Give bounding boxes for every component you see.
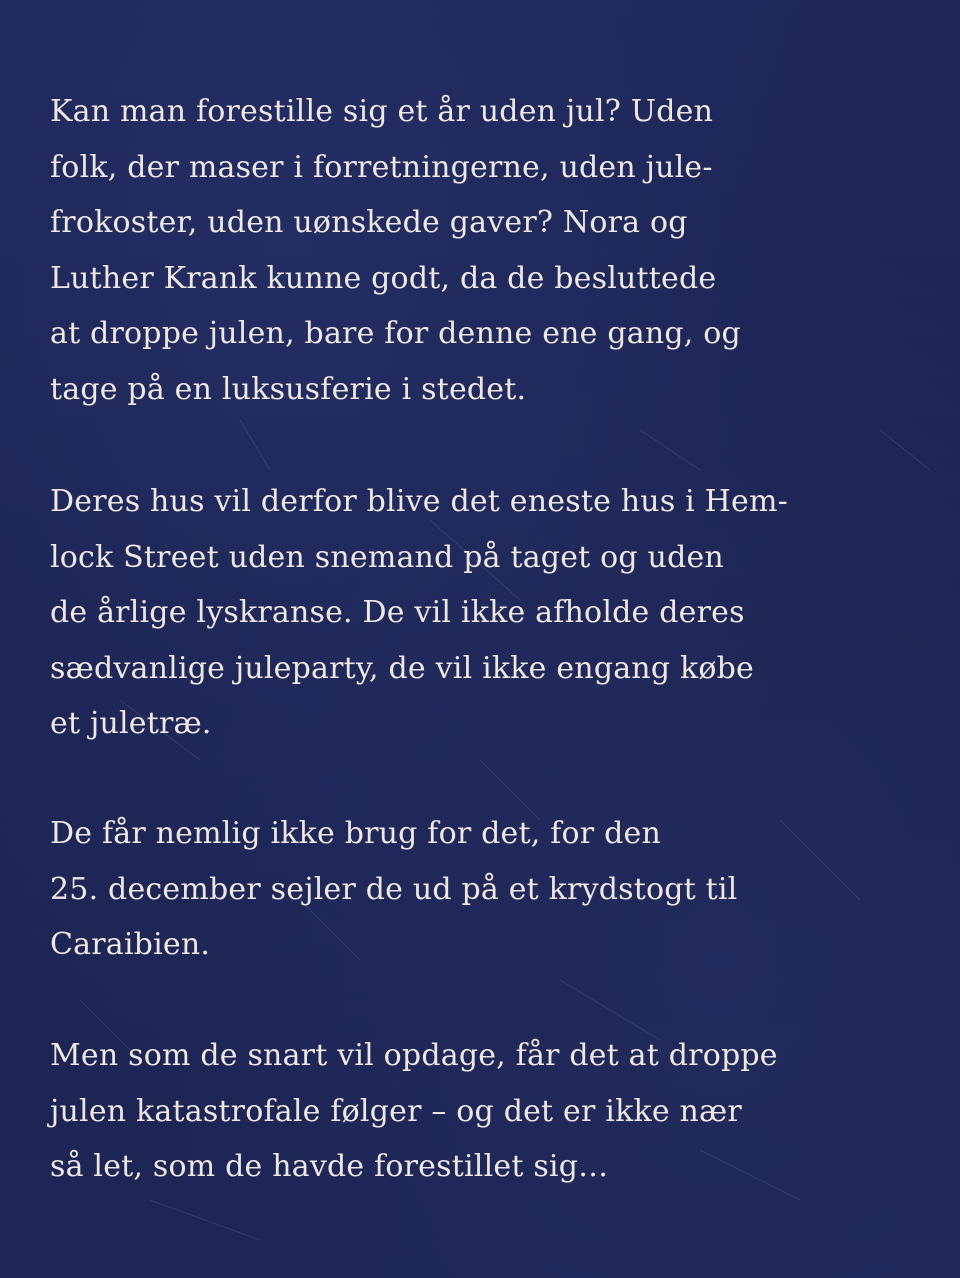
paragraph-4 <box>50 1028 778 1195</box>
text-line: et juletræ. <box>50 706 212 741</box>
text-line: de årlige lyskranse. De vil ikke afholde deres <box>50 595 745 630</box>
text-line: 25. december sejler de ud på et krydstogt til <box>50 871 738 907</box>
paragraph-1 <box>50 84 741 417</box>
text-line: Kan man forestille sig et år uden jul? Uden <box>50 94 714 129</box>
text-line: at droppe julen, bare for denne ene gang, og <box>50 316 741 351</box>
text-line: De får nemlig ikke brug for det, for den <box>50 816 661 851</box>
paragraph-2 <box>50 474 788 752</box>
text-line: Luther Krank kunne godt, da de besluttede <box>50 260 717 296</box>
text-line: tage på en luksusferie i stedet. <box>50 371 527 407</box>
text-line: Caraibien. <box>50 927 211 962</box>
text-line: Men som de snart vil opdage, får det at droppe <box>50 1038 778 1073</box>
text-line: sædvanlige juleparty, de vil ikke engang købe <box>50 650 754 686</box>
text-line: Deres hus vil derfor blive det eneste hus i Hem- <box>50 484 788 519</box>
text-line: frokoster, uden uønskede gaver? Nora og <box>50 205 688 240</box>
text-line: julen katastrofale følger – og det er ikke nær <box>50 1093 742 1129</box>
text-line: folk, der maser i forretningerne, uden jule- <box>50 149 713 185</box>
text-line: lock Street uden snemand på taget og uden <box>50 539 724 575</box>
text-line: så let, som de havde forestillet sig… <box>50 1149 609 1184</box>
paragraph-3 <box>50 806 737 973</box>
